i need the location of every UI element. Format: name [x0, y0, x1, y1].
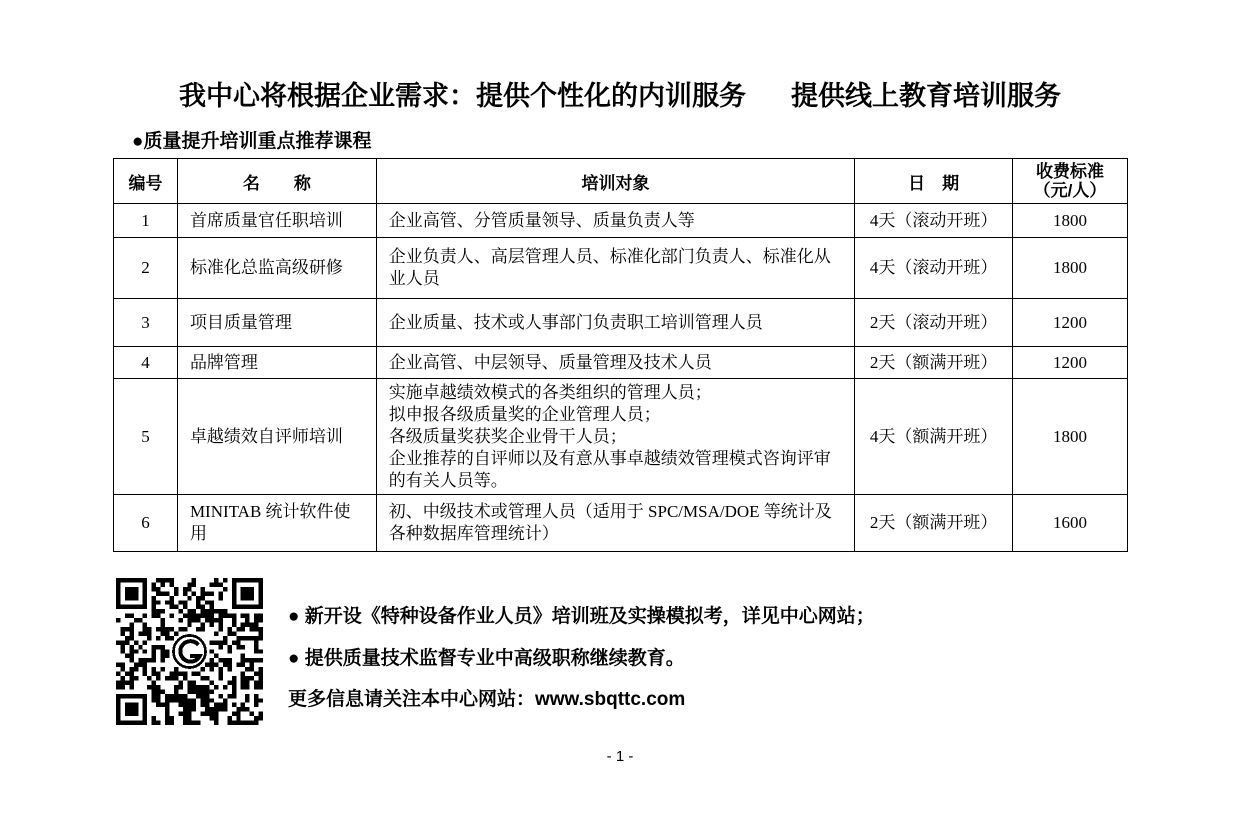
cell-name: 品牌管理	[177, 347, 376, 379]
cell-target: 企业高管、中层领导、质量管理及技术人员	[376, 347, 854, 379]
target-line: 实施卓越绩效模式的各类组织的管理人员；	[388, 382, 712, 402]
cell-fee: 1800	[1013, 238, 1128, 299]
table-row	[114, 204, 1128, 238]
cell-date: 4天（额满开班）	[855, 379, 1013, 495]
cell-no: 6	[114, 495, 178, 552]
cell-target: 初、中级技术或管理人员（适用于 SPC/MSA/DOE 等统计及各种数据库管理统计）	[376, 495, 854, 552]
table-row	[114, 495, 1128, 552]
page-number: - 1 -	[606, 748, 634, 765]
cell-no: 3	[114, 299, 178, 347]
section-heading: ●质量提升培训重点推荐课程	[132, 131, 372, 152]
cell-target: 企业高管、分管质量领导、质量负责人等	[376, 204, 854, 238]
header-no: 编号	[114, 159, 178, 204]
header-name: 名 称	[177, 159, 376, 204]
website-info: 更多信息请关注本中心网站：www.sbqttc.com	[288, 689, 686, 710]
cell-name: 项目质量管理	[177, 299, 376, 347]
cell-target	[376, 379, 854, 495]
cell-no: 5	[114, 379, 178, 495]
target-line: 企业推荐的自评师以及有意从事卓越绩效管理模式咨询评审的有关人员等。	[388, 448, 831, 490]
cell-target: 企业负责人、高层管理人员、标准化部门负责人、标准化从业人员	[376, 238, 854, 299]
table-header-row	[114, 159, 1128, 204]
page-title: 我中心将根据企业需求：提供个性化的内训服务 提供线上教育培训服务	[178, 81, 1061, 111]
cell-fee: 1800	[1013, 379, 1128, 495]
table-row	[114, 379, 1128, 495]
cell-no: 4	[114, 347, 178, 379]
cell-fee: 1200	[1013, 347, 1128, 379]
header-fee: 收费标准（元/人）	[1013, 159, 1128, 204]
qr-code	[116, 578, 263, 725]
cell-date: 2天（额满开班）	[855, 347, 1013, 379]
cell-target: 企业质量、技术或人事部门负责职工培训管理人员	[376, 299, 854, 347]
cell-name: MINITAB 统计软件使用	[177, 495, 376, 552]
cell-fee: 1800	[1013, 204, 1128, 238]
target-line: 拟申报各级质量奖的企业管理人员；	[388, 404, 661, 424]
table-row	[114, 299, 1128, 347]
cell-date: 4天（滚动开班）	[855, 204, 1013, 238]
cell-no: 1	[114, 204, 178, 238]
bullet-item: ● 新开设《特种设备作业人员》培训班及实操模拟考，详见中心网站；	[288, 606, 875, 627]
course-table	[113, 158, 1128, 552]
header-date: 日 期	[855, 159, 1013, 204]
cell-date: 4天（滚动开班）	[855, 238, 1013, 299]
table-row	[114, 347, 1128, 379]
cell-date: 2天（额满开班）	[855, 495, 1013, 552]
table-row	[114, 238, 1128, 299]
cell-fee: 1200	[1013, 299, 1128, 347]
header-target: 培训对象	[376, 159, 854, 204]
cell-name: 卓越绩效自评师培训	[177, 379, 376, 495]
cell-no: 2	[114, 238, 178, 299]
bullet-item: ● 提供质量技术监督专业中高级职称继续教育。	[288, 648, 685, 669]
cell-fee: 1600	[1013, 495, 1128, 552]
cell-name: 首席质量官任职培训	[177, 204, 376, 238]
cell-date: 2天（滚动开班）	[855, 299, 1013, 347]
target-line: 各级质量奖获奖企业骨干人员；	[388, 426, 627, 446]
cell-name: 标准化总监高级研修	[177, 238, 376, 299]
